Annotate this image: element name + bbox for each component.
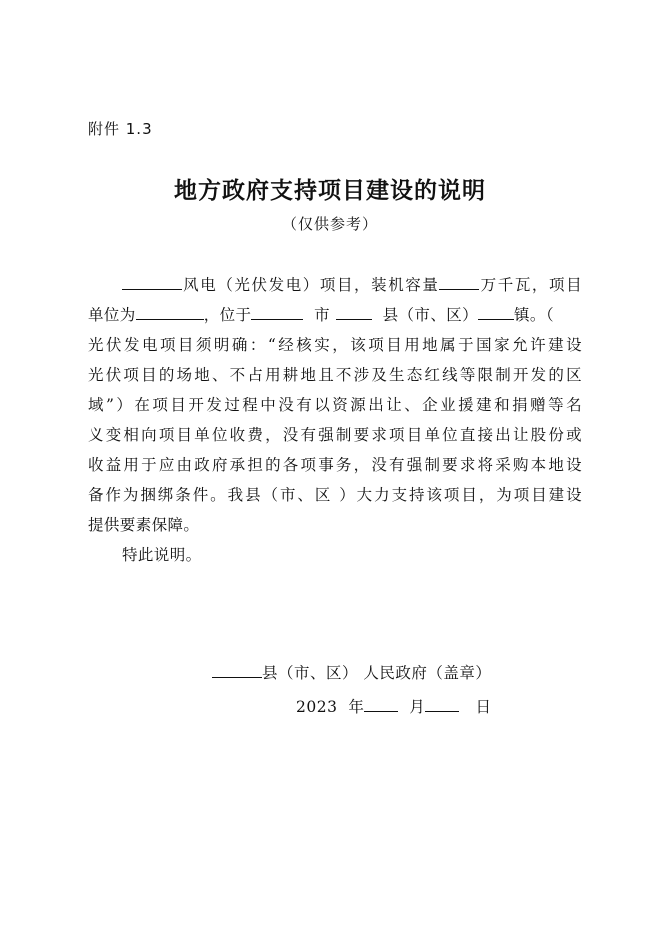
town-blank [478,302,514,320]
date-year-unit: 年 [348,698,365,716]
paragraph-line-9: 提供要素保障。 [88,516,200,534]
paragraph-text: 万千瓦，项目 [479,276,582,294]
day-blank [425,694,459,712]
date-month-unit: 月 [409,698,426,716]
paragraph-line-8: 备作为捆绑条件。我县（市、区 ）大力支持该项目，为项目建设 [88,486,582,504]
document-title: 地方政府支持项目建设的说明 [174,177,486,204]
closing-line: 特此说明。 [122,546,202,564]
county-name-blank [212,660,262,678]
paragraph-text: 镇。（ [514,306,554,324]
paragraph-line-1 [88,270,582,300]
date-line [296,694,492,717]
paragraph-text: 风电（光伏发电）项目，装机容量 [182,276,440,294]
paragraph-text: ，位于 [203,306,252,324]
paragraph-line-2 [88,300,582,330]
paragraph-text: 市 [314,306,330,324]
paragraph-text: 县（市、区） [382,306,479,324]
document-subtitle: （仅供参考） [281,215,378,233]
paragraph-line-7: 收益用于应由政府承担的各项事务，没有强制要求将采购本地设 [88,456,582,474]
signature-text: 县（市、区） 人民政府（盖章） [262,664,492,682]
month-blank [364,694,398,712]
document-body [88,270,582,570]
paragraph-line-5: 域”）在项目开发过程中没有以资源出让、企业援建和捐赠等名 [88,396,582,414]
attachment-label: 附件 1.3 [88,120,153,138]
paragraph-text: 单位为 [88,306,136,324]
paragraph-line-3: 光伏发电项目须明确：“经核实，该项目用地属于国家允许建设 [88,336,582,354]
paragraph-line-4: 光伏项目的场地、不占用耕地且不涉及生态红线等限制开发的区 [88,366,582,384]
project-name-blank [122,272,182,290]
capacity-blank [439,272,479,290]
date-day-unit: 日 [475,698,492,716]
county-blank [336,302,372,320]
unit-name-blank [136,302,204,320]
signature-line [212,660,491,683]
city-blank [251,302,303,320]
paragraph-line-6: 义变相向项目单位收费，没有强制要求项目单位直接出让股份或 [88,426,582,444]
date-year: 2023 [296,698,338,716]
